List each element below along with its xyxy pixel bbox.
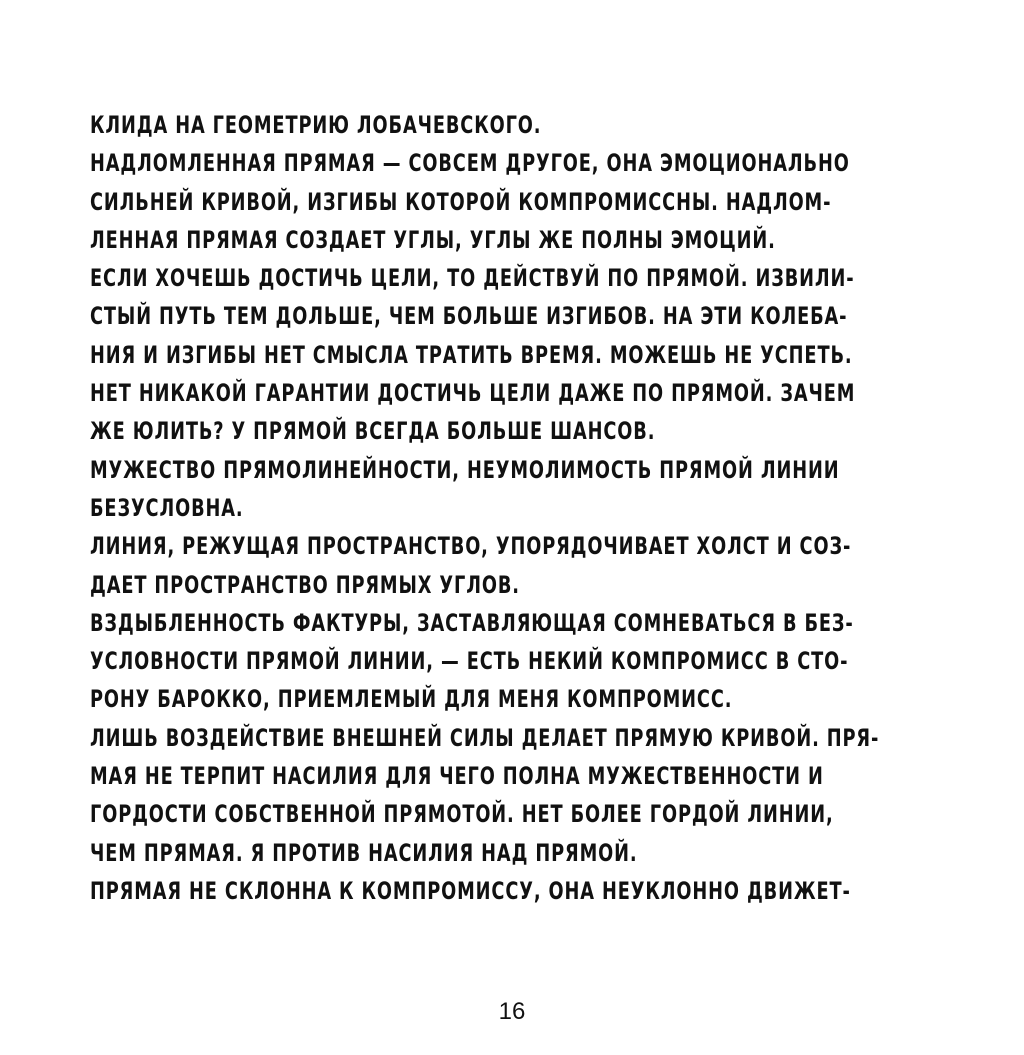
text-line: ЛИНИЯ, РЕЖУЩАЯ ПРОСТРАНСТВО, УПОРЯДОЧИВАЕТ ХОЛСТ И СОЗ- <box>90 532 852 561</box>
text-line: ДАЕТ ПРОСТРАНСТВО ПРЯМЫХ УГЛОВ. <box>90 570 520 599</box>
text-line: РОНУ БАРОККО, ПРИЕМЛЕМЫЙ ДЛЯ МЕНЯ КОМПРОМИСС. <box>90 685 733 714</box>
text-line: КЛИДА НА ГЕОМЕТРИЮ ЛОБАЧЕВСКОГО. <box>90 111 542 139</box>
text-line: МАЯ НЕ ТЕРПИТ НАСИЛИЯ ДЛЯ ЧЕГО ПОЛНА МУЖЕСТВЕННОСТИ И <box>90 762 824 791</box>
text-line: ЛИШЬ ВОЗДЕЙСТВИЕ ВНЕШНЕЙ СИЛЫ ДЕЛАЕТ ПРЯМУЮ КРИВОЙ. ПРЯ- <box>90 723 880 752</box>
text-line: ЧЕМ ПРЯМАЯ. Я ПРОТИВ НАСИЛИЯ НАД ПРЯМОЙ. <box>90 838 638 867</box>
text-line: БЕЗУСЛОВНА. <box>90 493 244 522</box>
text-line: МУЖЕСТВО ПРЯМОЛИНЕЙНОСТИ, НЕУМОЛИМОСТЬ ПРЯМОЙ ЛИНИИ <box>90 455 840 484</box>
text-line: ЖЕ ЮЛИТЬ? У ПРЯМОЙ ВСЕГДА БОЛЬШЕ ШАНСОВ. <box>90 417 656 446</box>
text-line: НИЯ И ИЗГИБЫ НЕТ СМЫСЛА ТРАТИТЬ ВРЕМЯ. МОЖЕШЬ НЕ УСПЕТЬ. <box>90 340 853 369</box>
text-line: ПРЯМАЯ НЕ СКЛОННА К КОМПРОМИССУ, ОНА НЕУКЛОННО ДВИЖЕТ- <box>90 876 851 905</box>
text-line: СИЛЬНЕЙ КРИВОЙ, ИЗГИБЫ КОТОРОЙ КОМПРОМИССНЫ. НАДЛОМ- <box>90 187 832 216</box>
text-line: НАДЛОМЛЕННАЯ ПРЯМАЯ — СОВСЕМ ДРУГОЕ, ОНА ЭМОЦИОНАЛЬНО <box>90 149 850 178</box>
text-line: УСЛОВНОСТИ ПРЯМОЙ ЛИНИИ, — ЕСТЬ НЕКИЙ КОМПРОМИСС В СТО- <box>90 647 849 676</box>
text-line: НЕТ НИКАКОЙ ГАРАНТИИ ДОСТИЧЬ ЦЕЛИ ДАЖЕ ПО ПРЯМОЙ. ЗАЧЕМ <box>90 379 856 408</box>
body-text <box>90 106 935 910</box>
text-line: ВЗДЫБЛЕННОСТЬ ФАКТУРЫ, ЗАСТАВЛЯЮЩАЯ СОМНЕВАТЬСЯ В БЕЗ- <box>90 608 854 637</box>
page-number: 16 <box>498 998 526 1025</box>
text-line: СТЫЙ ПУТЬ ТЕМ ДОЛЬШЕ, ЧЕМ БОЛЬШЕ ИЗГИБОВ. НА ЭТИ КОЛЕБА- <box>90 302 848 331</box>
text-line: ЛЕННАЯ ПРЯМАЯ СОЗДАЕТ УГЛЫ, УГЛЫ ЖЕ ПОЛНЫ ЭМОЦИЙ. <box>90 225 776 254</box>
text-line: ГОРДОСТИ СОБСТВЕННОЙ ПРЯМОТОЙ. НЕТ БОЛЕЕ ГОРДОЙ ЛИНИИ, <box>90 800 834 829</box>
text-line: ЕСЛИ ХОЧЕШЬ ДОСТИЧЬ ЦЕЛИ, ТО ДЕЙСТВУЙ ПО ПРЯМОЙ. ИЗВИЛИ- <box>90 264 855 293</box>
